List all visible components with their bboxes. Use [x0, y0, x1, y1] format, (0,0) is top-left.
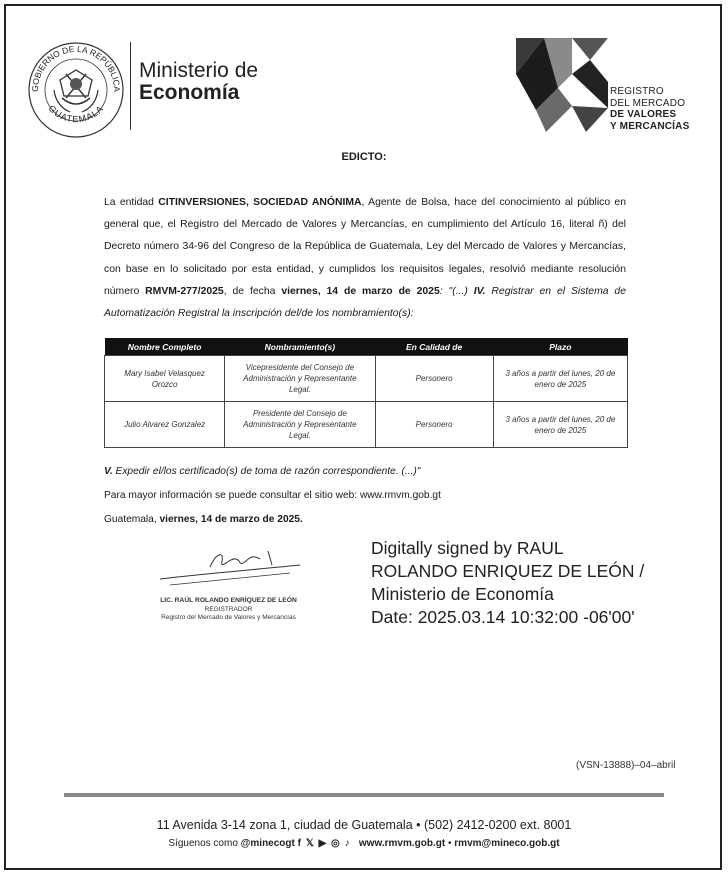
cell-term: 3 años a partir del lunes, 20 de enero de 2025 — [493, 356, 627, 402]
cell-capacity: Personero — [375, 402, 493, 448]
social-icons: f 𝕏 ▶ ◎ ♪ — [297, 838, 351, 849]
ministry-line1: Ministerio de — [139, 59, 259, 82]
signatory-org: Registro del Mercado de Valores y Mercancías — [161, 614, 296, 621]
cell-appointment: Presidente del Consejo de Administración y Representante Legal. — [225, 402, 375, 448]
ministry-logo-text — [139, 60, 258, 104]
signatory-name: LIC. RAÚL ROLANDO ENRÍQUEZ DE LEÓN — [160, 597, 297, 604]
svg-text:GUATEMALA — [46, 103, 105, 124]
footer-website: www.rmvm.gob.gt — [358, 838, 446, 849]
appointments-table — [104, 338, 628, 448]
table-row — [105, 402, 628, 448]
header-plazo: Plazo — [493, 338, 627, 356]
ministry-line2: Economía — [139, 81, 240, 104]
place-date-line — [104, 508, 441, 532]
rmvm-logo-icon — [516, 38, 608, 132]
roman-five: V. — [104, 466, 113, 477]
entity-name: CITINVERSIONES, SOCIEDAD ANÓNIMA — [158, 197, 362, 208]
cell-appointment: Vicepresidente del Consejo de Administración y Representante Legal. — [225, 356, 375, 402]
footer-separator: • — [445, 838, 455, 849]
website-line: Para mayor información se puede consultar el sitio web: www.rmvm.gob.gt — [104, 490, 441, 501]
digital-line-2: ROLANDO ENRIQUEZ DE LEÓN / — [371, 561, 645, 581]
closing-line-1-text: Expedir el/los certificado(s) de toma de razón correspondiente. (...)" — [112, 466, 421, 477]
cell-name: Julio Alvarez Gonzalez — [105, 402, 225, 448]
footer-email: rmvm@mineco.gob.gt — [454, 838, 560, 849]
reference-code: (VSN-13888)–04–abril — [576, 760, 676, 771]
registry-line4: Y MERCANCÍAS — [610, 120, 690, 132]
footer-contact — [0, 838, 728, 849]
digital-line-1: Digitally signed by RAUL — [371, 538, 564, 558]
body-text-3: , de fecha — [223, 285, 282, 297]
document-title: EDICTO: — [341, 151, 387, 163]
registry-line3: DE VALORES — [610, 109, 677, 120]
header-nombre: Nombre Completo — [105, 338, 225, 356]
body-text-5: Registrar en el Sistema de Automatización Registral la inscripción del/de los nombramiento(s): — [104, 285, 626, 320]
registry-line1: REGISTRO — [610, 86, 664, 97]
place: Guatemala, — [104, 514, 160, 525]
body-text-1: La entidad — [104, 197, 159, 208]
body-text-2: , Agente de Bolsa, hace del conocimiento al público en general que, el Registro del Mercado de Valores y Mercancías, en cumplimiento del Artículo 16, literal ñ) del Decreto número 34-96 del Congreso de la República de Guatemala, Ley del Mercado de Valores y Mercancías, con base en lo solicitado por esta entidad, y cumplidos los requisitos legales, resolvió mediante resolución número — [104, 197, 626, 297]
resolution-date: viernes, 14 de marzo de 2025 — [281, 285, 440, 297]
body-text-4: : "(...) — [439, 285, 474, 297]
social-handle: @minecogt — [240, 838, 295, 849]
registry-line2: DEL MERCADO — [610, 97, 686, 109]
header-calidad: En Calidad de — [375, 338, 493, 356]
footer-address: 11 Avenida 3-14 zona 1, ciudad de Guatemala • (502) 2412-0200 ext. 8001 — [156, 818, 572, 832]
cell-name: Mary Isabel Velasquez Orozco — [105, 356, 225, 402]
follow-label: Síguenos como — [168, 838, 241, 849]
closing-date: viernes, 14 de marzo de 2025. — [159, 514, 303, 525]
edict-paragraph — [104, 192, 626, 325]
digital-line-4: Date: 2025.03.14 10:32:00 -06'00' — [371, 607, 635, 627]
table-header-row — [105, 338, 628, 356]
seal-bottom-text: GUATEMALA — [46, 103, 106, 125]
header-nombramiento: Nombramiento(s) — [225, 338, 375, 356]
rmvm-logo-text — [610, 86, 689, 132]
digital-signature-block — [371, 537, 644, 629]
cell-capacity: Personero — [375, 356, 493, 402]
digital-line-3: Ministerio de Economía — [371, 584, 554, 604]
signatory-block — [136, 597, 321, 623]
closing-line-1 — [104, 460, 441, 484]
handwritten-signature — [150, 545, 310, 591]
signatory-role: REGISTRADOR — [204, 605, 253, 613]
table-row — [105, 356, 628, 402]
header-divider — [130, 42, 131, 130]
cell-term: 3 años a partir del lunes, 20 de enero de 2025 — [493, 402, 627, 448]
footer-rule — [64, 793, 664, 797]
roman-four: IV. — [473, 285, 486, 297]
seal-top-text: GOBIERNO DE LA REPÚBLICA — [29, 43, 123, 92]
resolution-number: RMVM-277/2025 — [145, 285, 224, 297]
guatemala-seal-icon — [26, 40, 126, 140]
closing-text — [104, 460, 441, 532]
